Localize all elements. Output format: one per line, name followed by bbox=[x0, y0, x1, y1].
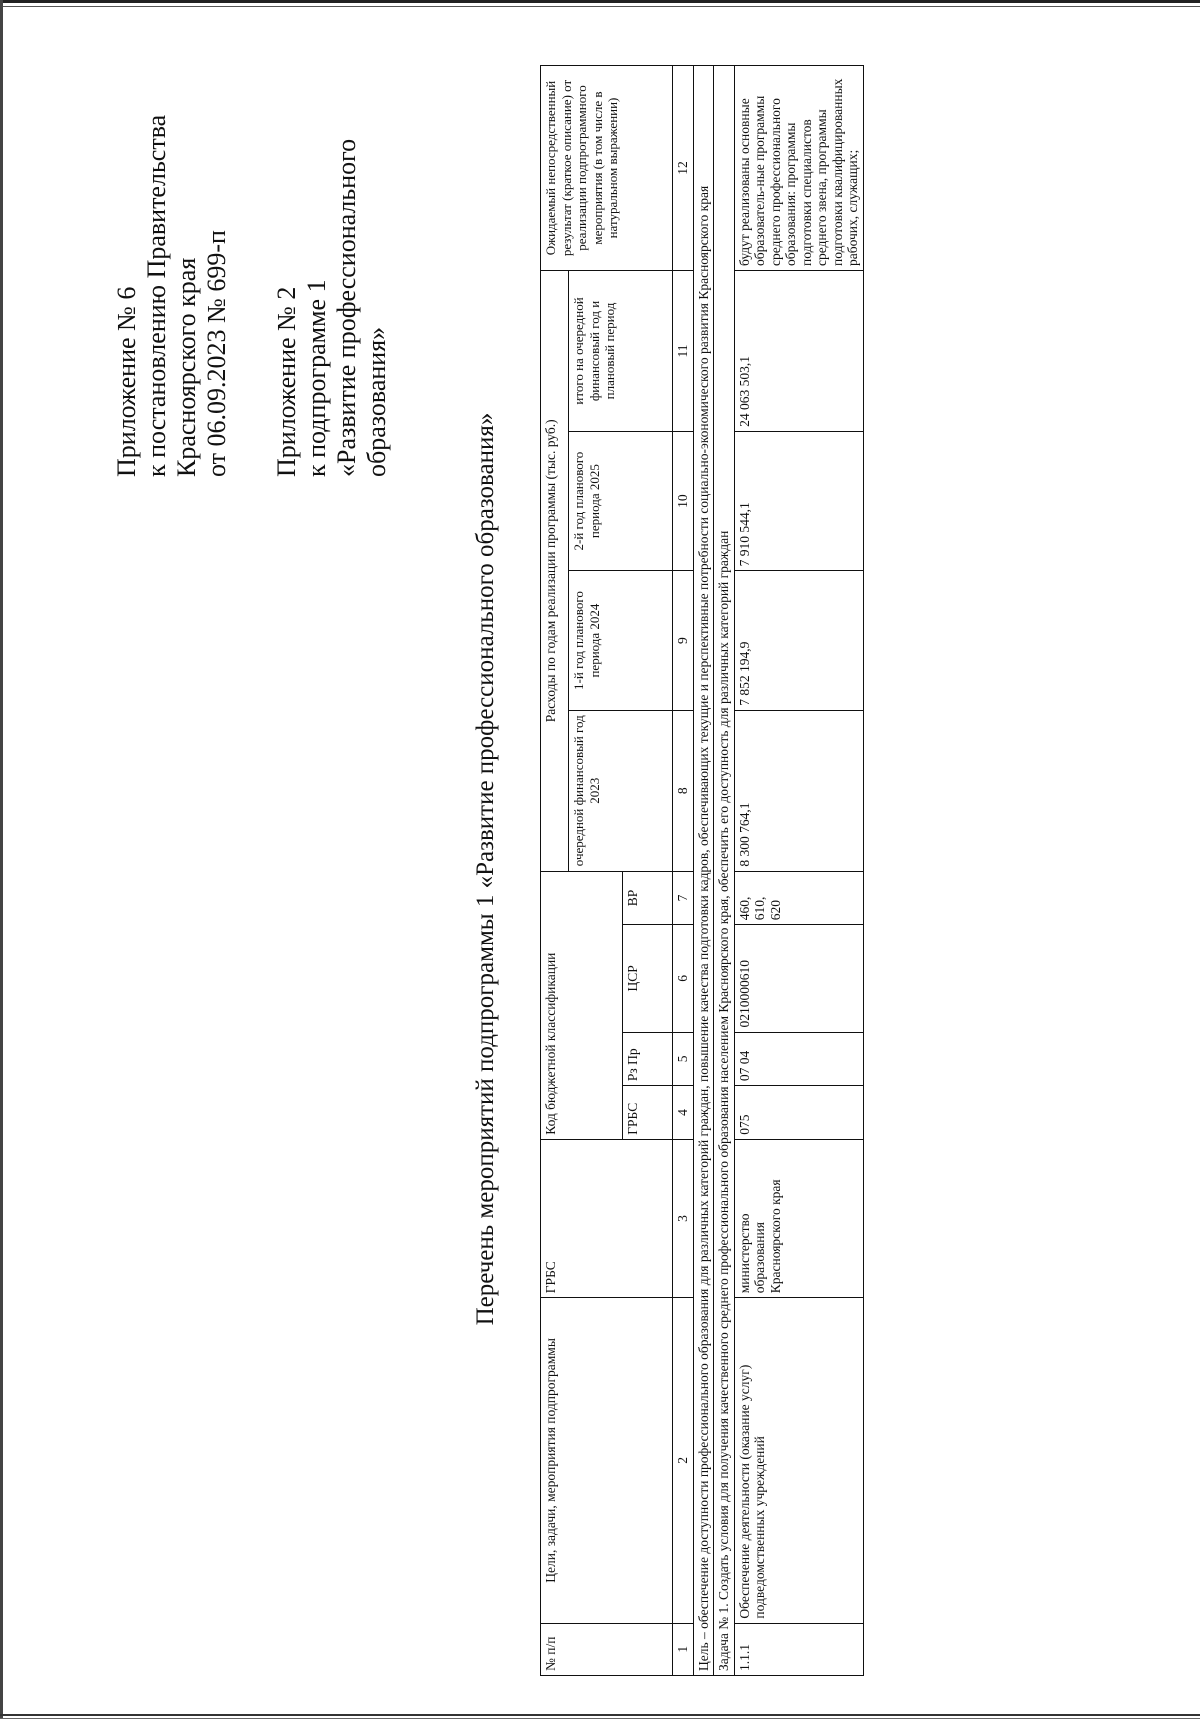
row-num: 1.1.1 bbox=[734, 1623, 863, 1675]
column-number: 6 bbox=[673, 925, 694, 1032]
header-cell-sub-csr: ЦСР bbox=[623, 925, 673, 1032]
header-cell-sub-rzpr: Рз Пр bbox=[623, 1032, 673, 1086]
row-year-2025: 7 910 544,1 bbox=[734, 431, 863, 570]
header-cell-total: итого на очередной финансовый год и плановый период bbox=[569, 271, 673, 432]
column-number: 1 bbox=[673, 1623, 694, 1675]
row-year-2023: 8 300 764,1 bbox=[734, 710, 863, 871]
row-result: будут реализованы основные образователь-ные программы среднего профессионального образования: программы подготовки специалистов среднего звена, программы подготовки квалифицированных рабочих, служащих; bbox=[734, 66, 863, 271]
goal-row bbox=[693, 66, 714, 1676]
appendix-6-line: от 06.09.2023 № 699-п bbox=[202, 230, 231, 477]
row-grbs-name: министерство образования Красноярского края bbox=[734, 1139, 863, 1297]
row-total: 24 063 503,1 bbox=[734, 271, 863, 432]
column-number-row bbox=[673, 66, 694, 1676]
row-year-2024: 7 852 194,9 bbox=[734, 571, 863, 710]
column-number: 10 bbox=[673, 431, 694, 570]
header-cell-sub-grbs: ГРБС bbox=[623, 1086, 673, 1140]
header-cell-expenses: Расходы по годам реализации программы (тыс. руб.) bbox=[541, 271, 569, 872]
header-cell-num: № п/п bbox=[541, 1623, 673, 1675]
row-csr: 0210000610 bbox=[734, 925, 863, 1032]
header-cell-year-2023: очередной финансовый год 2023 bbox=[569, 710, 673, 871]
appendix-2-line: «Развитие профессионального bbox=[332, 138, 361, 477]
column-number: 12 bbox=[673, 66, 694, 271]
header-cell-sub-vr: ВР bbox=[623, 871, 673, 925]
column-number: 11 bbox=[673, 271, 694, 432]
task-text: Задача № 1. Создать условия для получения качественного среднего профессионального образования населением Красноярского края, обеспечить его доступность для различных категорий граждан bbox=[714, 66, 735, 1676]
appendix-6-line: Красноярского края bbox=[172, 257, 201, 477]
column-number: 4 bbox=[673, 1086, 694, 1140]
appendix-2-line: Приложение № 2 bbox=[272, 286, 301, 477]
header-cell-grbs: ГРБС bbox=[541, 1139, 673, 1297]
header-cell-goals: Цели, задачи, мероприятия подпрограммы bbox=[541, 1298, 673, 1623]
header-row bbox=[541, 66, 569, 1676]
appendix-2-line: к подпрограмме 1 bbox=[302, 279, 331, 477]
column-number: 7 bbox=[673, 871, 694, 925]
header-cell-result: Ожидаемый непосредственный результат (краткое описание) от реализации подпрограммного мероприятия (в том числе в натуральном выражении) bbox=[541, 66, 673, 271]
table-row bbox=[734, 66, 863, 1676]
task-row bbox=[714, 66, 735, 1676]
goal-text: Цель – обеспечение доступности профессионального образования для различных категорий граждан, повышение качества подготовки кадров, обеспечивающих текущие и перспективные потребности социально-экономического развития Красноярского края bbox=[693, 66, 714, 1676]
column-number: 5 bbox=[673, 1032, 694, 1086]
column-number: 8 bbox=[673, 710, 694, 871]
appendix-6-header bbox=[112, 115, 232, 477]
appendix-6-line: Приложение № 6 bbox=[112, 286, 141, 477]
column-number: 3 bbox=[673, 1139, 694, 1297]
column-number: 2 bbox=[673, 1298, 694, 1623]
appendix-6-line: к постановлению Правительства bbox=[142, 114, 171, 477]
measures-table bbox=[540, 65, 864, 1676]
header-cell-year-2025: 2-й год планового периода 2025 bbox=[569, 431, 673, 570]
row-rzpr: 07 04 bbox=[734, 1032, 863, 1086]
document-title: Перечень мероприятий подпрограммы 1 «Развитие профессионального образования» bbox=[472, 412, 499, 1326]
row-name: Обеспечение деятельности (оказание услуг) подведомственных учреждений bbox=[734, 1298, 863, 1623]
header-cell-year-2024: 1-й год планового периода 2024 bbox=[569, 571, 673, 710]
appendix-2-line: образования» bbox=[362, 326, 391, 477]
row-vr: 460, 610, 620 bbox=[734, 871, 863, 925]
column-number: 9 bbox=[673, 571, 694, 710]
appendix-2-header bbox=[272, 139, 392, 477]
header-cell-budget-code: Код бюджетной классификации bbox=[541, 871, 623, 1139]
row-grbs: 075 bbox=[734, 1086, 863, 1140]
